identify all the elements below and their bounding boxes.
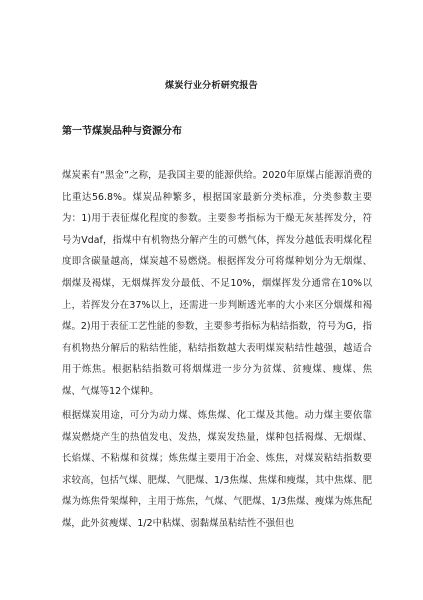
paragraph-coal-classification: 煤炭素有“黑金”之称，是我国主要的能源供给。2020年原煤占能源消费的比重达56.8%。煤炭品种繁多，根据国家最新分类标准，分类参数主要为：1)用于表征煤化程度的参数。主要参考指标为干燥无灰基挥发分，符号为Vdaf，指煤中有机物热分解产生的可燃气体，挥发分越低表明煤化程度即含碳量越高，煤炭越不易燃烧。根据挥发分可将煤种划分为无烟煤、烟煤及褐煤，无烟煤挥发分最低、不足10%，烟煤挥发分通常在10%以上，若挥发分在37%以上，还需进一步判断透光率的大小来区分烟煤和褐煤。2)用于表征工艺性能的参数，主要参考指标为粘结指数，符号为G，指有机物热分解后的粘结性能，粘结指数越大表明煤炭粘结性越强，越适合用于炼焦。根据粘结指数可将烟煤进一步分为贫煤、贫瘦煤、瘦煤、焦煤、气煤等12个煤种。 bbox=[62, 170, 372, 397]
paragraph-coal-usage: 根据煤炭用途，可分为动力煤、炼焦煤、化工煤及其他。动力煤主要依靠煤炭燃烧产生的热值发电、发热，煤炭发热量，煤种包括褐煤、无烟煤、长焰煤、不粘煤和贫煤；炼焦煤主要用于冶金、炼焦，对煤炭粘结指数要求较高，包括气煤、肥煤、气肥煤、1/3焦煤、焦煤和瘦煤，其中焦煤、肥煤为炼焦骨架煤种，主用于炼焦，气煤、气肥煤、1/3焦煤、瘦煤为炼焦配煤，此外贫瘦煤、1/2中粘煤、弱黏煤虽粘结性不强但也 bbox=[62, 410, 372, 529]
section-heading: 第一节煤炭品种与资源分布 bbox=[62, 126, 182, 137]
document-title: 煤炭行业分析研究报告 bbox=[164, 81, 258, 91]
